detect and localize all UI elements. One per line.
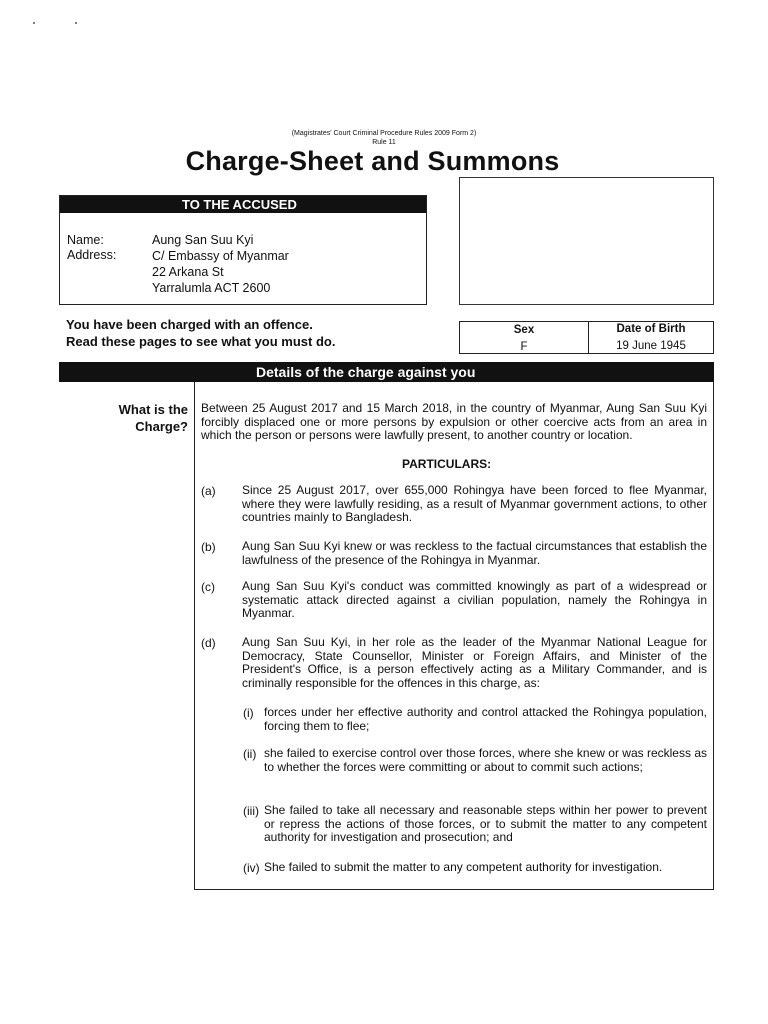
sex-label: Sex [513, 324, 535, 336]
address-label: Address: [67, 248, 117, 262]
notice-line: Read these pages to see what you must do. [66, 334, 336, 349]
details-header: Details of the charge against you [59, 362, 714, 382]
sub-item-number: (iii) [243, 804, 259, 818]
particular-letter: (a) [201, 484, 216, 498]
sub-item-text: she failed to exercise control over those forces, where she knew or was reckless as to whether the forces were committing or about to commit such actions; [264, 746, 707, 774]
particular-letter: (d) [201, 636, 216, 650]
address-line: C/ Embassy of Myanmar [152, 249, 289, 263]
particular-letter: (b) [201, 540, 216, 554]
particular-text: Aung San Suu Kyi, in her role as the leader of the Myanmar National League for Democracy, State Counsellor, Minister or Foreign Affairs, and Minister of the President's Office, is a person effectively acting as a Military Commander, and is criminally responsible for the offences in this charge, as: [242, 635, 707, 690]
dob-label: Date of Birth [616, 323, 686, 335]
photo-box [459, 177, 714, 305]
name-label: Name: [67, 233, 104, 247]
particular-text: Since 25 August 2017, over 655,000 Rohingya have been forced to flee Myanmar, where they were lawfully residing, as a result of Myanmar government actions, to other countries mainly to Bangladesh. [242, 483, 707, 524]
accused-box [59, 195, 427, 305]
scan-speck [75, 22, 77, 24]
particular-text: Aung San Suu Kyi's conduct was committed knowingly as part of a widespread or systematic attack directed against a civilian population, namely the Rohingya in Myanmar. [242, 579, 707, 620]
accused-name: Aung San Suu Kyi [152, 233, 254, 247]
notice-line: You have been charged with an offence. [66, 317, 313, 332]
sex-value: F [520, 341, 528, 353]
page-title: Charge-Sheet and Summons [185, 146, 560, 176]
sub-item-text: She failed to take all necessary and reasonable steps within her power to prevent or repress the actions of those forces, or to submit the matter to any competent authority for investigation and prosecution; and [264, 803, 707, 844]
sub-item-number: (i) [243, 706, 254, 720]
address-line: Yarralumla ACT 2600 [152, 281, 271, 295]
charge-question-label [100, 401, 188, 435]
address-line: 22 Arkana St [152, 265, 224, 279]
form-rule-number: Rule 11 [372, 139, 396, 146]
sex-dob-table [459, 321, 714, 354]
dob-value: 19 June 1945 [616, 340, 686, 352]
question-line: Charge? [135, 419, 188, 434]
particular-text: Aung San Suu Kyi knew or was reckless to the factual circumstances that establish the lawfulness of the presence of the Rohingya in Myanmar. [242, 539, 707, 567]
sub-item-text: She failed to submit the matter to any competent authority for investigation. [264, 860, 663, 874]
charge-notice [66, 316, 335, 350]
sub-item-text: forces under her effective authority and control attacked the Rohingya population, forcing them to flee; [264, 705, 707, 733]
particulars-heading: PARTICULARS: [402, 457, 492, 471]
form-rules-line: (Magistrates' Court Criminal Procedure Rules 2009 Form 2) [291, 130, 477, 137]
scan-speck [33, 22, 35, 24]
accused-header: TO THE ACCUSED [60, 196, 426, 213]
sub-item-number: (iv) [243, 861, 260, 875]
sub-item-number: (ii) [243, 747, 257, 761]
charge-intro: Between 25 August 2017 and 15 March 2018, in the country of Myanmar, Aung San Suu Kyi forcibly displaced one or more persons by expulsion or other coercive acts from an area in which the person or persons were lawfully present, to another country or location. [201, 401, 707, 442]
question-line: What is the [118, 402, 188, 417]
particular-letter: (c) [201, 580, 215, 594]
